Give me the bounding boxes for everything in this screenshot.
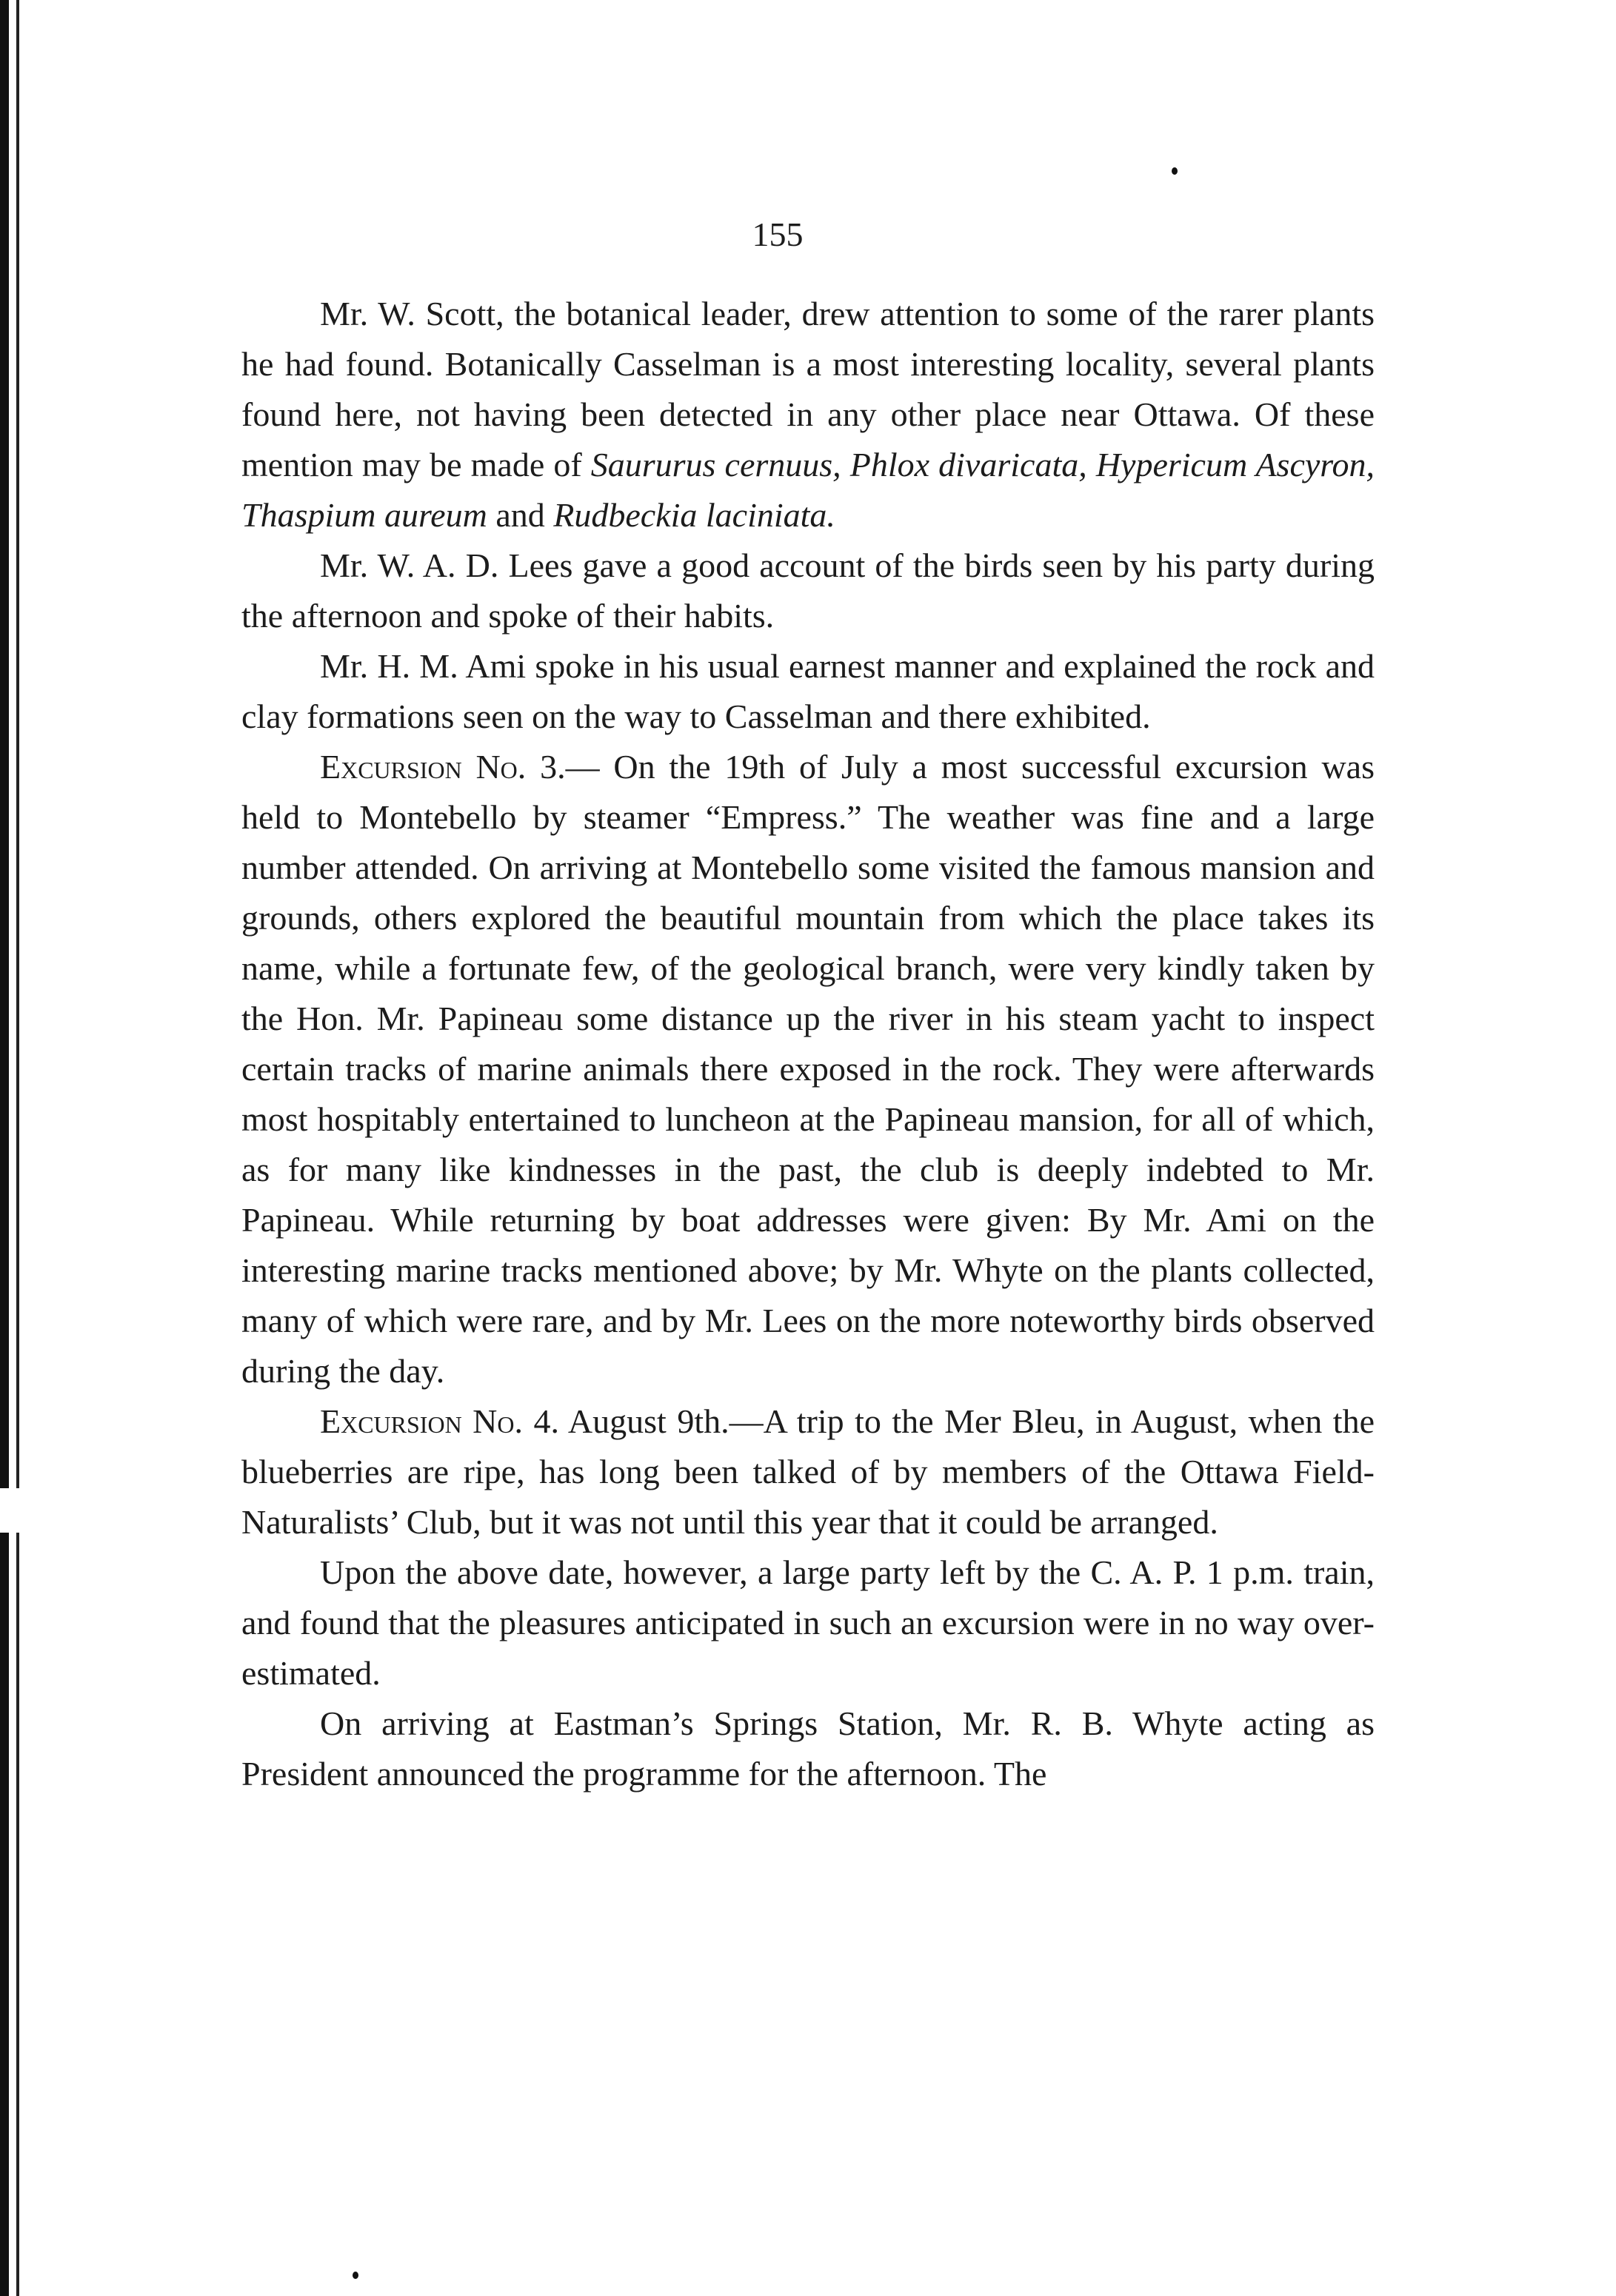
scan-binding-gap: [0, 1488, 27, 1533]
paragraph-birds-report: [241, 540, 1375, 641]
page-number: 155: [752, 215, 804, 253]
paragraph-excursion-4: [241, 1396, 1375, 1547]
paragraph-text: Mr. H. M. Ami spoke in his usual earnest manner and explained the rock and clay formations seen on the way to Casselman and there exhibited.: [241, 647, 1375, 735]
paragraph-arrival: [241, 1698, 1375, 1799]
paragraph-geology-report: [241, 641, 1375, 742]
paragraph-text: Mr. W. A. D. Lees gave a good account of the birds seen by his party during the afternoon and spoke of their habits.: [241, 546, 1375, 635]
scan-speck-top: [1172, 167, 1178, 175]
paragraph-excursion-3: [241, 742, 1375, 1396]
paragraph-text: and: [487, 496, 554, 534]
scan-binding-edge: [0, 0, 27, 2296]
paragraph-text: Upon the above date, however, a large party left by the C. A. P. 1 p.m. train, and found that the pleasures anticipated in such an excursion were in no way over-estimated.: [241, 1553, 1375, 1692]
page-body: [241, 289, 1375, 1799]
paragraph-text: August 9th.—A trip to the Mer Bleu, in August, when the blueberries are ripe, has long been talked of by members of the Ottawa Field-Naturalists’ Club, but it was not until this year that it could be arranged.: [241, 1402, 1375, 1541]
excursion-heading: Excursion No. 3.: [320, 748, 566, 786]
species-names: Saururus cernuus, Phlox divaricata, Hypericum Ascyron, Thaspium aureum: [241, 446, 1375, 534]
scan-speck-bottom: [353, 2272, 358, 2279]
paragraph-text: — On the 19th of July a most successful excursion was held to Montebello by steamer “Empress.” The weather was fine and a large number attended. On arriving at Montebello some visited the famous mansion and grounds, others explored the beautiful mountain from which the place takes its name, while a fortunate few, of the geological branch, were very kindly taken by the Hon. Mr. Papineau some distance up the river in his steam yacht to inspect certain tracks of marine animals there exposed in the rock. They were afterwards most hospitably entertained to luncheon at the Papineau mansion, for all of which, as for many like kindnesses in the past, the club is deeply indebted to Mr. Papineau. While returning by boat addresses were given: By Mr. Ami on the interesting marine tracks mentioned above; by Mr. Whyte on the plants collected, many of which were rare, and by Mr. Lees on the more noteworthy birds observed during the day.: [241, 748, 1375, 1390]
species-names: Rudbeckia laciniata.: [553, 496, 835, 534]
excursion-heading: Excursion No. 4.: [320, 1402, 559, 1440]
paragraph-text: On arriving at Eastman’s Springs Station, Mr. R. B. Whyte acting as President announced the programme for the afternoon. The: [241, 1704, 1375, 1793]
paragraph-text: Mr. W. Scott, the botanical leader, drew attention to some of the rarer plants he had found. Botanically Casselman is a most interesting locality, several plants found here, not having been detected in any other place near Ottawa. Of these mention may be made of: [241, 295, 1375, 483]
paragraph-botanical-report: [241, 289, 1375, 540]
paragraph-departure: [241, 1547, 1375, 1698]
